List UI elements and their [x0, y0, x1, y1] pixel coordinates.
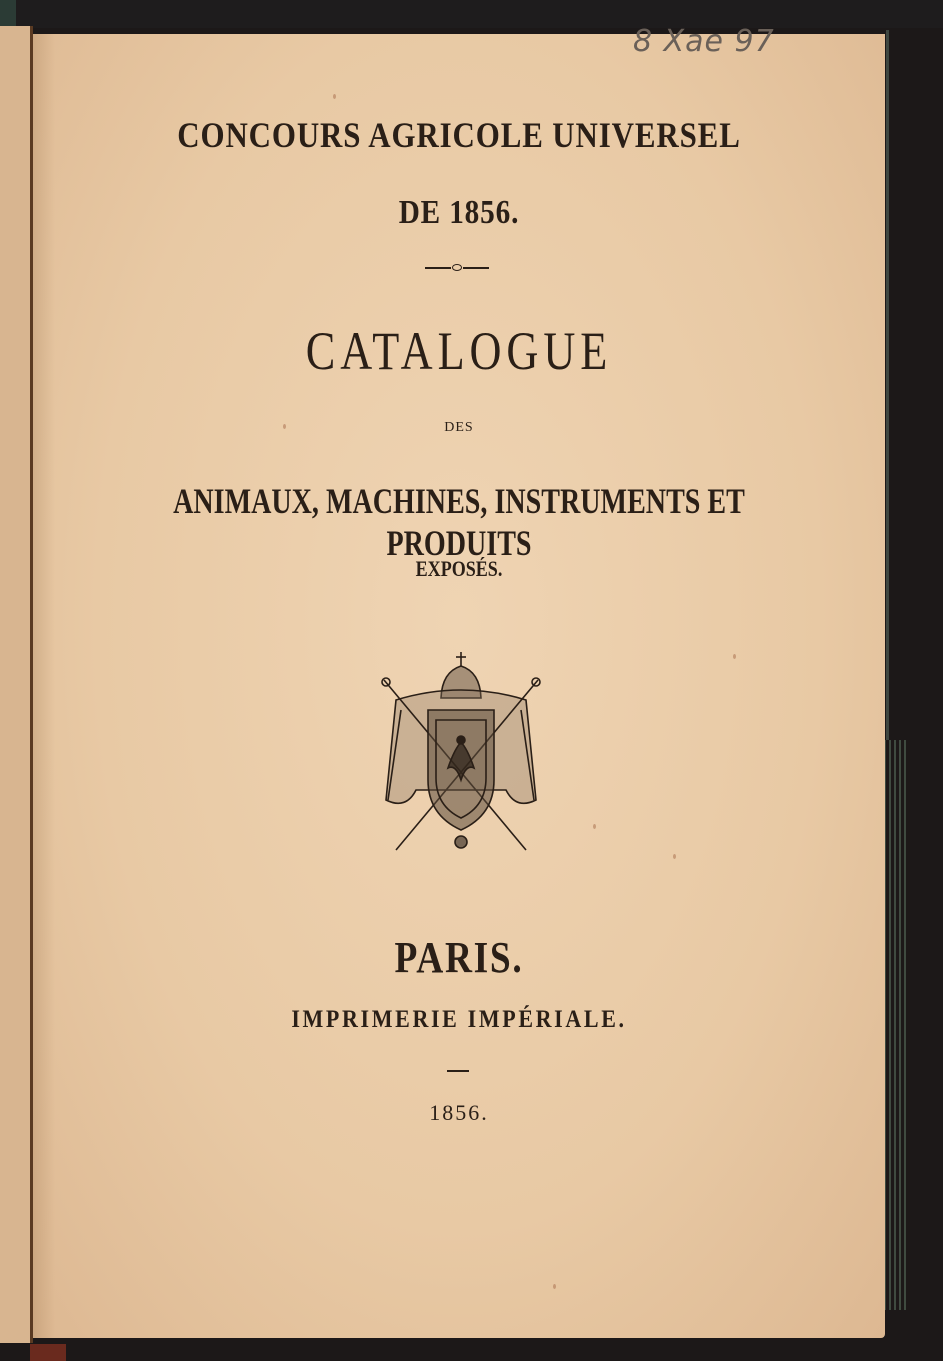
ornament-divider	[425, 266, 489, 270]
imprint-year: 1856.	[429, 1100, 489, 1125]
shelfmark-annotation: 8 Xae 97	[633, 24, 775, 59]
bookmark-ribbon	[30, 1344, 66, 1361]
book-cover-edge	[884, 30, 914, 1310]
facing-page-edge	[0, 26, 31, 1343]
imprint-place: PARIS.	[394, 933, 524, 982]
title-line-2: DE 1856.	[398, 194, 520, 231]
imprint-publisher: IMPRIMERIE IMPÉRIALE.	[291, 1006, 627, 1033]
main-title: CATALOGUE	[305, 321, 613, 381]
title-page	[33, 24, 885, 1338]
imprint-rule	[447, 1070, 469, 1072]
subtitle: ANIMAUX, MACHINES, INSTRUMENTS ET PRODUITS	[173, 481, 745, 563]
connector-word: DES	[444, 420, 474, 435]
binding-corner	[0, 0, 16, 26]
title-line-1: CONCOURS AGRICOLE UNIVERSEL	[177, 115, 741, 155]
subtitle-end: EXPOSÉS.	[415, 556, 503, 581]
coat-of-arms-icon	[376, 650, 546, 860]
